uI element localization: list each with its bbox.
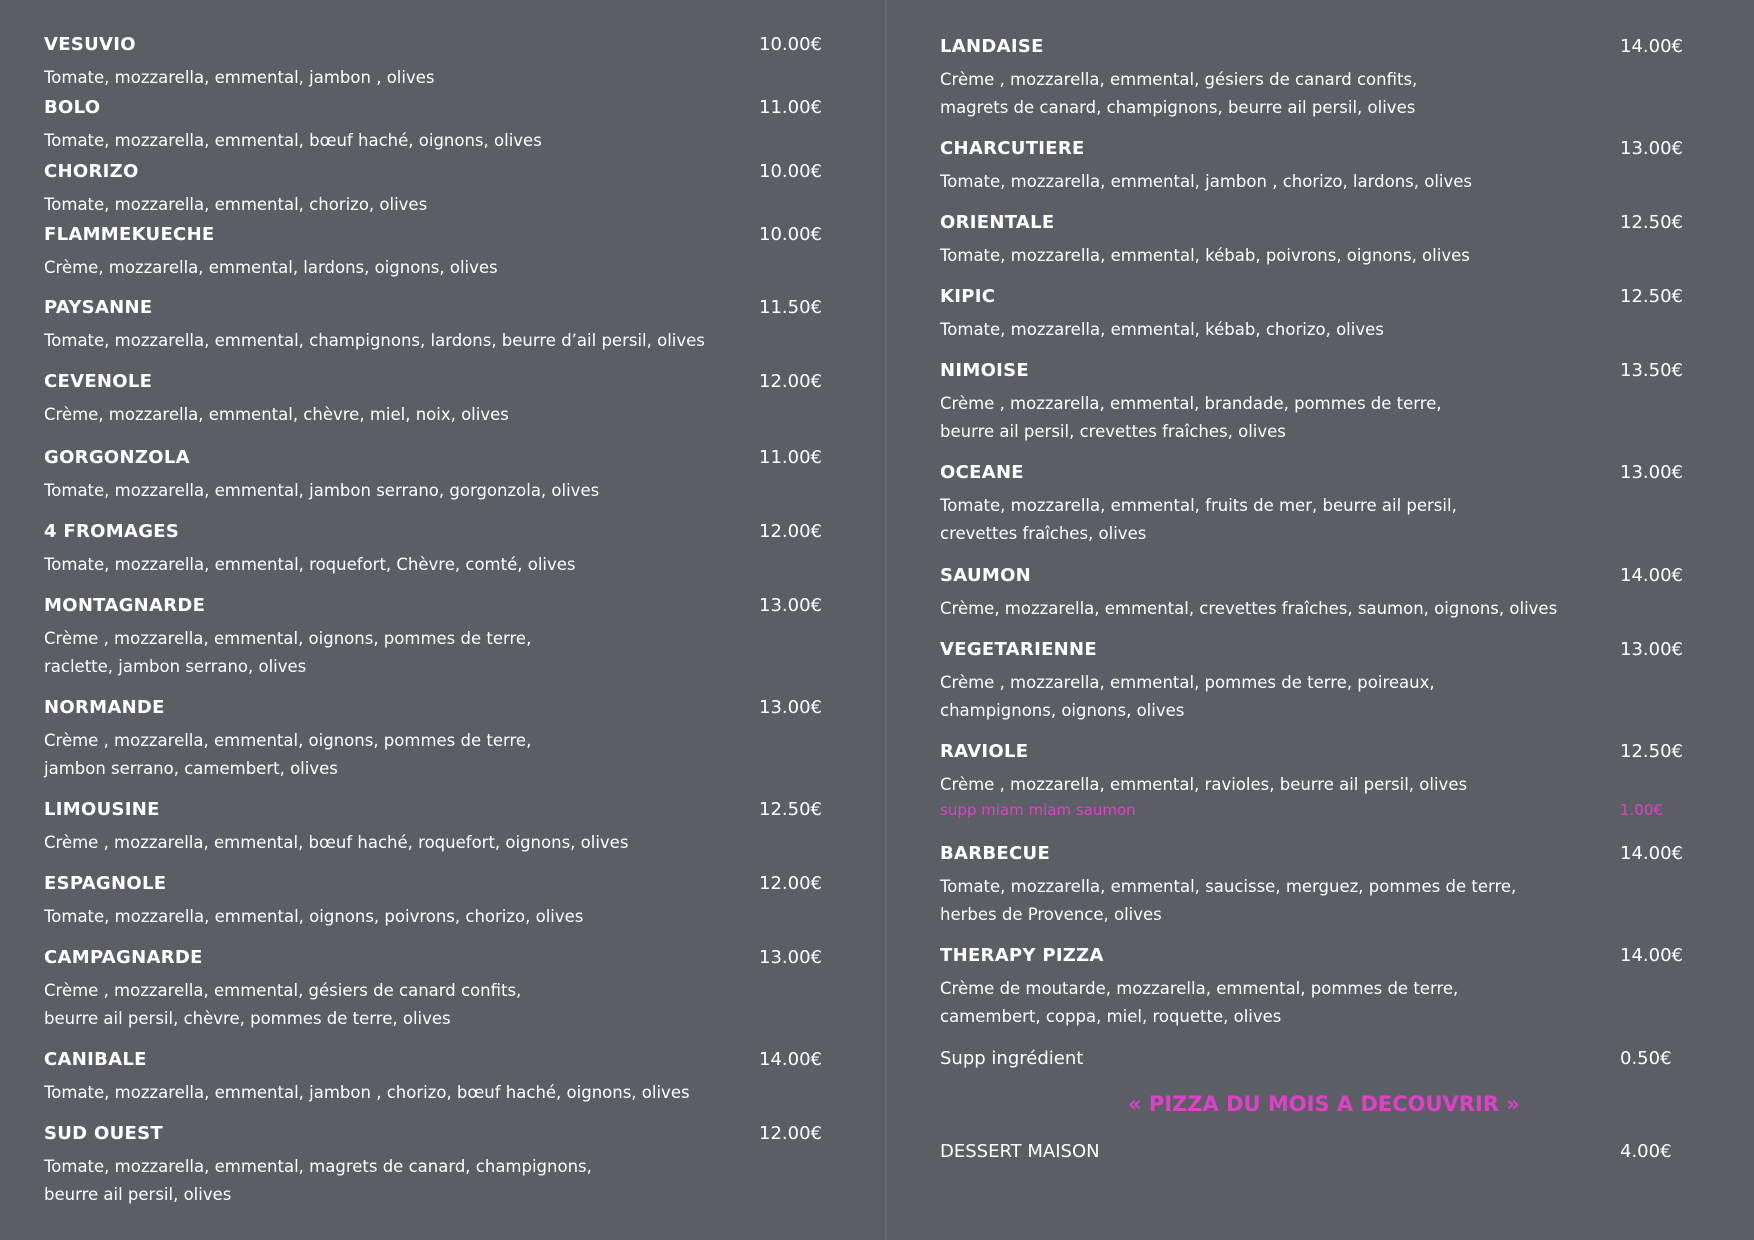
item-description [44,191,427,219]
item-price: 12.50€ [1620,212,1683,233]
item-name: KIPIC [940,286,996,307]
item-description [44,551,576,579]
item-name: SUD OUEST [44,1123,163,1144]
description-line: Crème , mozzarella, emmental, oignons, pommes de terre, [44,629,532,648]
item-price: 12.00€ [759,371,822,392]
item-name: LANDAISE [940,36,1044,57]
item-price: 14.00€ [759,1049,822,1070]
item-price: 10.00€ [759,224,822,245]
item-name: SAUMON [940,565,1032,586]
description-line: beurre ail persil, crevettes fraîches, olives [940,422,1286,441]
item-description [44,254,498,282]
item-name: BARBECUE [940,843,1051,864]
item-name: CAMPAGNARDE [44,947,203,968]
item-name: RAVIOLE [940,741,1029,762]
item-price: 13.00€ [759,595,822,616]
item-name: 4 FROMAGES [44,521,180,542]
description-line: herbes de Provence, olives [940,905,1162,924]
item-price: 12.50€ [1620,286,1683,307]
item-description [940,316,1384,344]
description-line: Tomate, mozzarella, emmental, champignons, lardons, beurre d’ail persil, olives [44,331,705,350]
supplement-ingredient [940,1048,1672,1069]
item-description [44,727,531,783]
item-price: 14.00€ [1620,843,1683,864]
column-divider [885,0,887,1240]
item-price: 12.50€ [1620,741,1683,762]
dessert-label: DESSERT MAISON [940,1141,1100,1162]
item-description [44,127,542,155]
description-line: Crème , mozzarella, emmental, gésiers de canard confits, [44,981,522,1000]
item-description [44,903,583,931]
item-price: 12.50€ [759,799,822,820]
item-name: FLAMMEKUECHE [44,224,215,245]
description-line: Crème , mozzarella, emmental, oignons, pommes de terre, [44,731,532,750]
description-line: Tomate, mozzarella, emmental, jambon , chorizo, lardons, olives [940,172,1473,191]
item-name: CANIBALE [44,1049,147,1070]
description-line: crevettes fraîches, olives [940,524,1147,543]
item-description [44,64,434,92]
item-description [940,242,1470,270]
description-line: champignons, oignons, olives [940,701,1185,720]
description-line: Tomate, mozzarella, emmental, jambon , olives [44,68,435,87]
description-line: beurre ail persil, olives [44,1185,232,1204]
item-price: 11.50€ [759,297,822,318]
item-description [44,625,531,681]
item-description [44,829,628,857]
item-name: OCEANE [940,462,1024,483]
item-name: CHARCUTIERE [940,138,1085,159]
item-name: GORGONZOLA [44,447,190,468]
supplement-label: supp miam miam saumon [940,801,1136,819]
item-price: 10.00€ [759,34,822,55]
item-description [44,401,509,429]
item-name: VEGETARIENNE [940,639,1097,660]
description-line: Tomate, mozzarella, emmental, saucisse, merguez, pommes de terre, [940,877,1517,896]
description-line: Tomate, mozzarella, emmental, jambon serrano, gorgonzola, olives [44,481,600,500]
featured-pizza-banner: « PIZZA DU MOIS A DECOUVRIR » [1128,1092,1520,1116]
item-name: ESPAGNOLE [44,873,167,894]
description-line: Crème , mozzarella, emmental, gésiers de canard confits, [940,70,1418,89]
description-line: magrets de canard, champignons, beurre ail persil, olives [940,98,1416,117]
item-price: 10.00€ [759,161,822,182]
item-price: 13.00€ [1620,639,1683,660]
supplement-label: Supp ingrédient [940,1048,1084,1069]
description-line: Crème , mozzarella, emmental, pommes de terre, poireaux, [940,673,1435,692]
item-name: CHORIZO [44,161,139,182]
description-line: Tomate, mozzarella, emmental, bœuf haché, oignons, olives [44,131,542,150]
item-description [44,1079,690,1107]
item-name: BOLO [44,97,101,118]
description-line: Crème de moutarde, mozzarella, emmental, pommes de terre, [940,979,1459,998]
item-name: NORMANDE [44,697,165,718]
item-price: 11.00€ [759,447,822,468]
description-line: Tomate, mozzarella, emmental, chorizo, olives [44,195,428,214]
item-description [44,327,705,355]
description-line: beurre ail persil, chèvre, pommes de terre, olives [44,1009,451,1028]
description-line: Crème , mozzarella, emmental, brandade, pommes de terre, [940,394,1442,413]
dessert-maison [940,1141,1672,1162]
description-line: camembert, coppa, miel, roquette, olives [940,1007,1282,1026]
item-name: VESUVIO [44,34,136,55]
description-line: Crème, mozzarella, emmental, crevettes fraîches, saumon, oignons, olives [940,599,1558,618]
item-price: 13.00€ [1620,138,1683,159]
item-price: 12.00€ [759,873,822,894]
item-description [940,595,1557,623]
description-line: Tomate, mozzarella, emmental, kébab, poivrons, oignons, olives [940,246,1470,265]
item-price: 11.00€ [759,97,822,118]
item-description [940,669,1435,725]
item-description [44,477,599,505]
item-name: MONTAGNARDE [44,595,206,616]
description-line: Tomate, mozzarella, emmental, fruits de mer, beurre ail persil, [940,496,1457,515]
item-name: NIMOISE [940,360,1030,381]
item-name: THERAPY PIZZA [940,945,1104,966]
item-description [940,168,1472,196]
item-description [940,771,1467,799]
dessert-price: 4.00€ [1620,1141,1672,1162]
item-price: 13.00€ [759,697,822,718]
raviole-supplement [940,801,1663,819]
item-name: LIMOUSINE [44,799,160,820]
supplement-price: 1.00€ [1620,801,1663,819]
item-name: CEVENOLE [44,371,153,392]
description-line: Crème, mozzarella, emmental, chèvre, miel, noix, olives [44,405,509,424]
item-description [940,975,1458,1031]
item-description [940,492,1457,548]
description-line: Tomate, mozzarella, emmental, roquefort, Chèvre, comté, olives [44,555,576,574]
item-description [940,873,1516,929]
item-price: 13.00€ [1620,462,1683,483]
item-price: 14.00€ [1620,565,1683,586]
description-line: Tomate, mozzarella, emmental, jambon , chorizo, bœuf haché, oignons, olives [44,1083,690,1102]
item-price: 12.00€ [759,521,822,542]
item-name: PAYSANNE [44,297,153,318]
description-line: Tomate, mozzarella, emmental, oignons, poivrons, chorizo, olives [44,907,584,926]
description-line: jambon serrano, camembert, olives [44,759,338,778]
item-name: ORIENTALE [940,212,1055,233]
supplement-price: 0.50€ [1620,1048,1672,1069]
description-line: raclette, jambon serrano, olives [44,657,307,676]
item-price: 13.50€ [1620,360,1683,381]
item-description [44,1153,592,1209]
item-description [940,66,1417,122]
item-description [44,977,521,1033]
item-description [940,390,1442,446]
description-line: Tomate, mozzarella, emmental, magrets de canard, champignons, [44,1157,592,1176]
description-line: Crème, mozzarella, emmental, lardons, oignons, olives [44,258,498,277]
description-line: Crème , mozzarella, emmental, ravioles, beurre ail persil, olives [940,775,1468,794]
description-line: Tomate, mozzarella, emmental, kébab, chorizo, olives [940,320,1384,339]
item-price: 14.00€ [1620,945,1683,966]
item-price: 12.00€ [759,1123,822,1144]
item-price: 14.00€ [1620,36,1683,57]
item-price: 13.00€ [759,947,822,968]
description-line: Crème , mozzarella, emmental, bœuf haché, roquefort, oignons, olives [44,833,629,852]
